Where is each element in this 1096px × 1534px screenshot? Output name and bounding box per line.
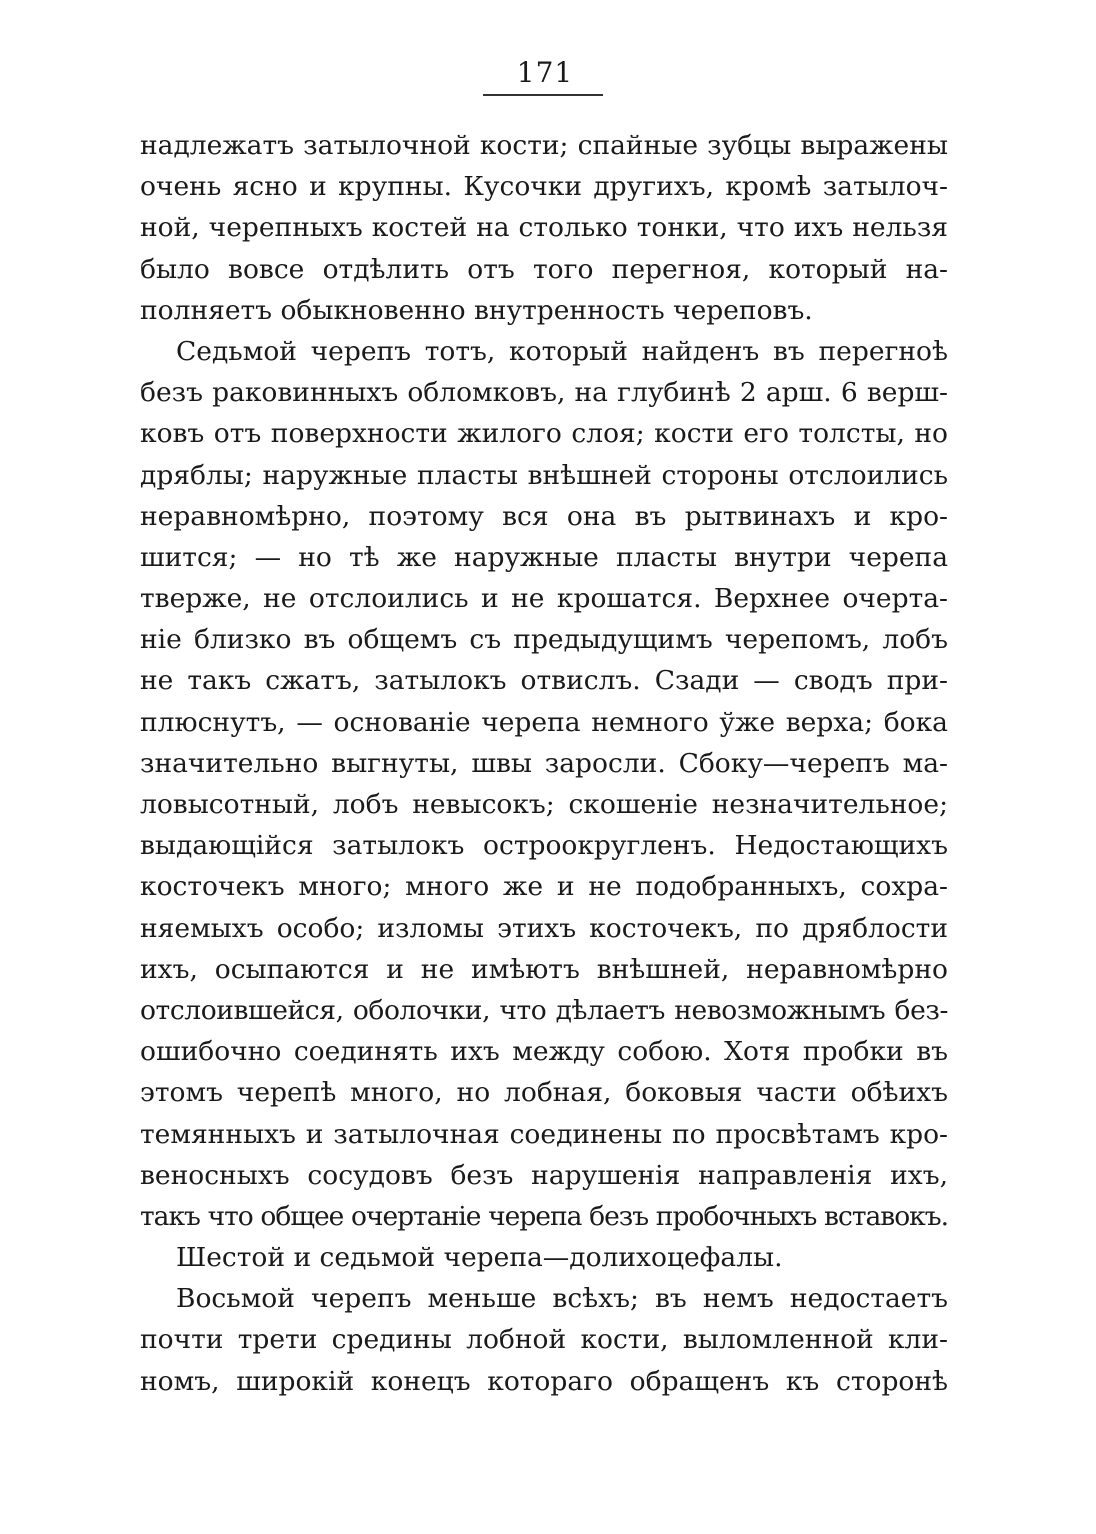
text-line: дряблы; наружные пласты внѣшней стороны отслоились [140,459,948,491]
text-line: было вовсе отдѣлить отъ того перегноя, который на- [140,253,948,285]
text-line: косточекъ много; много же и не подобранныхъ, сохра- [140,871,948,903]
text-line: полняетъ обыкновенно внутренность череповъ. [140,294,813,326]
text-line: шится; — но тѣ же наружные пласты внутри черепа [140,541,948,573]
text-line: ной, черепныхъ костей на столько тонки, что ихъ нельзя [140,212,948,244]
text-line: не такъ сжатъ, затылокъ отвислъ. Сзади — сводъ при- [140,665,948,697]
paragraph [140,331,948,1237]
text-line: почти трети средины лобной кости, выломленной кли- [140,1324,948,1356]
text-line: этомъ черепѣ много, но лобная, боковыя части обѣихъ [140,1077,948,1109]
text-line: выдающійся затылокъ остроокругленъ. Недостающихъ [140,830,948,862]
text-line: Шестой и седьмой черепа—долихоцефалы. [176,1242,783,1274]
text-line: ловысотный, лобъ невысокъ; скошеніе незначительное; [140,789,948,820]
text-line: Седьмой черепъ тотъ, который найденъ въ перегноѣ [176,335,948,367]
text-line: номъ, широкій конецъ котораго обращенъ къ сторонѣ [140,1365,948,1397]
page-number: 171 [516,56,574,89]
text-line: тверже, не отслоились и не крошатся. Верхнее очерта- [140,583,948,615]
text-line: отслоившейся, оболочки, что дѣлаетъ невозможнымъ без- [140,994,948,1026]
body-text [140,125,948,1402]
text-line: неравномѣрно, поэтому вся она въ рытвинахъ и кро- [140,500,948,532]
text-line: ніе близко въ общемъ съ предыдущимъ черепомъ, лобъ [140,624,948,656]
text-line: такъ что общее очертаніе черепа безъ пробочныхъ вставокъ. [140,1200,948,1232]
text-line: надлежатъ затылочной кости; спайные зубцы выражены [140,130,948,161]
text-line: значительно выгнуты, швы заросли. Сбоку—черепъ ма- [140,747,948,779]
header-rule [483,94,603,96]
text-line: веносныхъ сосудовъ безъ нарушенія направленія ихъ, [140,1159,948,1191]
text-line: безъ раковинныхъ обломковъ, на глубинѣ 2 арш. 6 верш- [140,377,948,409]
text-line: Восьмой черепъ меньше всѣхъ; въ немъ недостаетъ [176,1283,948,1315]
text-line: плюснутъ, — основаніе черепа немного ўже верха; бока [140,706,948,738]
text-line: няемыхъ особо; изломы этихъ косточекъ, по дряблости [140,912,948,944]
text-line: очень ясно и крупны. Кусочки другихъ, кромѣ затылоч- [140,171,948,203]
paragraph [140,125,948,331]
text-line: ковъ отъ поверхности жилого слоя; кости его толсты, но [140,418,948,450]
text-line: ошибочно соединять ихъ между собою. Хотя пробки въ [140,1036,948,1068]
paragraph [140,1237,948,1278]
paragraph [140,1278,948,1402]
text-line: темянныхъ и затылочная соединены по просвѣтамъ кро- [140,1118,948,1150]
text-line: ихъ, осыпаются и не имѣютъ внѣшней, неравномѣрно [140,953,948,985]
